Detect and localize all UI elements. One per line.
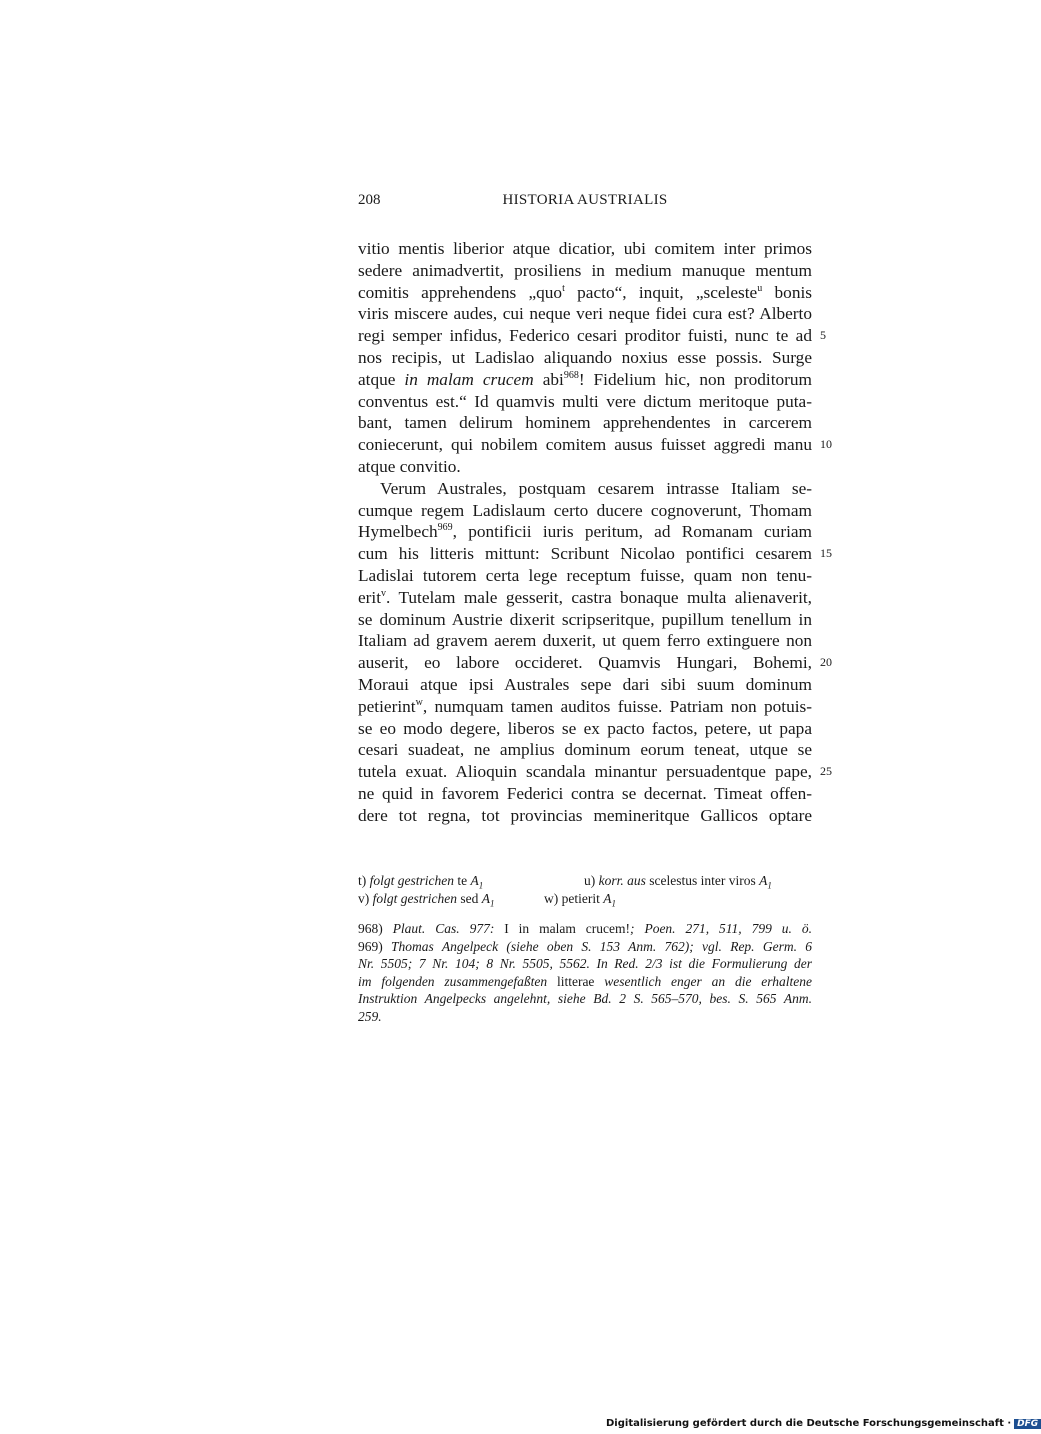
page-number: 208 [358, 192, 381, 208]
text-line: cesari suadeat, ne amplius dominum eorum teneat, utque se [358, 740, 812, 760]
text-line: se dominum Austrie dixerit scripseritque, pupillum tenellum in [358, 609, 812, 629]
footnote-ref-969: 969 [437, 522, 453, 534]
digitization-credit [606, 1418, 1039, 1432]
apparatus-ref-t: t [562, 282, 565, 294]
text-line: Ladislai tutorem certa lege receptum fuisse, quam non tenu- [358, 565, 812, 585]
text-line: Moraui atque ipsi Australes sepe dari sibi suum dominum [358, 674, 812, 694]
text-line: Italiam ad gravem aerem duxerit, ut quem ferro extinguere non [358, 631, 812, 651]
apparatus-ref-v: v [381, 587, 387, 599]
text-line: Verum Australes, postquam cesarem intrasse Italiam se- [380, 478, 812, 498]
main-text [358, 238, 832, 827]
line-number: 5 [820, 328, 826, 343]
text-line: vitio mentis liberior atque dicatior, ubi comitem inter primos [358, 239, 812, 258]
footnote-968: 968) Plaut. Cas. 977: I in malam crucem!; Poen. 271, 511, 799 u. ö. [358, 921, 812, 936]
text-line: coniecerunt, qui nobilem comitem ausus fuisset aggredi manu 10 [358, 435, 832, 455]
text-line: viris miscere audes, cui neque veri neque fidei cura est? Alberto [358, 304, 812, 324]
line-number: 25 [820, 764, 832, 779]
text-line: regi semper infidus, Federico cesari proditor fuisti, nunc te ad 5 [358, 326, 826, 346]
text-line: bant, tamen delirum hominem apprehendentes in carcerem [358, 413, 812, 433]
text-line: tutela exuat. Alioquin scandala minantur persuadentque pape, 25 [358, 762, 832, 782]
text-line: atque convitio. [358, 456, 461, 476]
apparatus-entry-w: w) petierit $A_1$ [544, 890, 616, 909]
text-line: erit$^v$. Tutelam male gesserit, castra bonaque multa alienaverit, [358, 587, 812, 607]
apparatus-entry-u: u) korr. aus scelestus inter viros $A_1$ [584, 873, 772, 891]
text-line: cum his litteris mittunt: Scribunt Nicolao pontifici cesarem 15 [358, 544, 832, 564]
footnote-line: im folgenden zusammengefaßten litterae wesentlich enger an die erhaltene [358, 973, 812, 989]
apparatus-row [358, 890, 812, 908]
apparatus-entry-t: t) folgt gestrichen te $A_1$ [358, 873, 484, 891]
text-line: sedere animadvertit, prosiliens in medium manuque mentum [358, 260, 812, 280]
footnote-line: 259. [358, 1008, 382, 1024]
text-line: comitis apprehendens „quo$^t$ pacto“, inquit, „sceleste$^u$ bonis [358, 282, 812, 302]
footnote-line: Instruktion Angelpecks angelehnt, siehe Bd. 2 S. 565–570, bes. S. 565 Anm. [358, 991, 812, 1006]
text-line: dere tot regna, tot provincias memineritque Gallicos optare [358, 805, 812, 825]
footnote-969: 969) Thomas Angelpeck (siehe oben S. 153 Anm. 762); vgl. Rep. Germ. 6 [358, 938, 812, 954]
line-number: 20 [820, 655, 832, 670]
text-line: cumque regem Ladislaum certo ducere cognoverunt, Thomam [358, 500, 812, 520]
text-line: conventus est.“ Id quamvis multi vere dictum meritoque puta- [358, 391, 812, 411]
text-line: Hymelbech$^{969}$, pontificii iuris peritum, ad Romanam curiam [358, 522, 812, 542]
footnotes [358, 920, 812, 1025]
apparatus-entry-v: v) folgt gestrichen sed $A_1$ [358, 890, 495, 909]
footnote-ref-968: 968 [563, 370, 579, 382]
line-number: 10 [820, 437, 832, 452]
text-line: ne quid in favorem Federici contra se decernat. Timeat offen- [358, 783, 812, 803]
dfg-logo: DFG [1014, 1419, 1041, 1429]
page-header [358, 192, 812, 214]
text-line: petierint$^w$, numquam tamen auditos fuisse. Patriam non potuis- [358, 696, 812, 716]
apparatus-ref-u: u [757, 282, 763, 294]
line-number: 15 [820, 546, 832, 561]
apparatus-ref-w: w [415, 696, 423, 708]
text-line: atque in malam crucem abi$^{968}$! Fidelium hic, non proditorum [358, 369, 813, 389]
running-title: HISTORIA AUSTRIALIS [502, 192, 668, 208]
credit-text: Digitalisierung gefördert durch die Deutsche Forschungsgemeinschaft · [606, 1418, 1012, 1429]
text-line: se eo modo degere, liberos se ex pacto factos, petere, ut papa [358, 718, 812, 738]
footnote-line: Nr. 5505; 7 Nr. 104; 8 Nr. 5505, 5562. In Red. 2/3 ist die Formulierung der [358, 956, 812, 971]
critical-apparatus [358, 872, 812, 907]
text-line: nos recipis, ut Ladislao aliquando noxius esse possis. Surge [358, 347, 812, 367]
apparatus-row [358, 872, 812, 890]
text-line: auserit, eo labore occideret. Quamvis Hungari, Bohemi, 20 [358, 653, 832, 673]
